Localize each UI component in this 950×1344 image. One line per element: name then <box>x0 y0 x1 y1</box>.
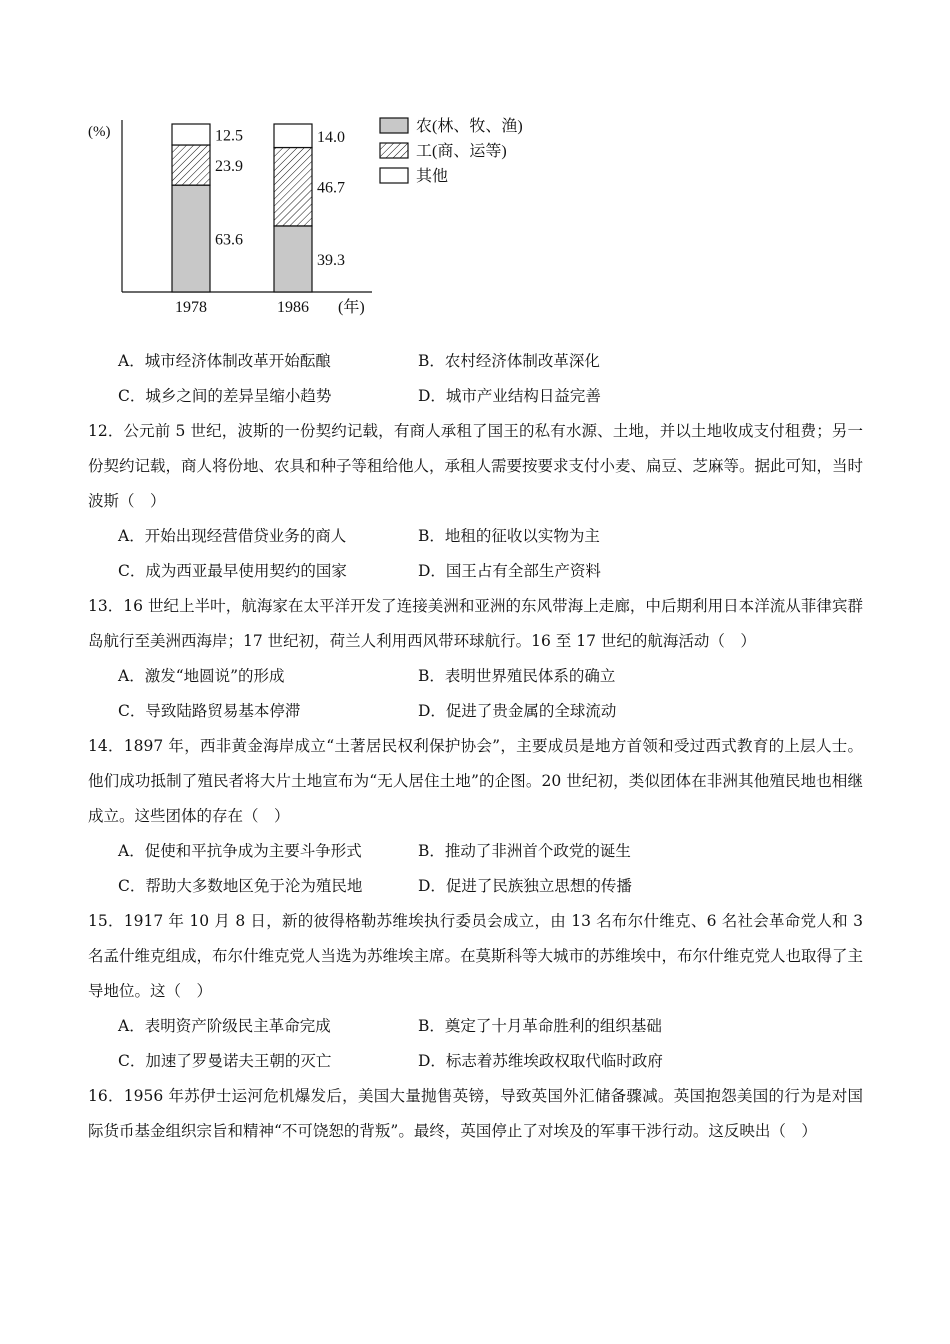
q12-option-a[interactable]: A．开始出现经营借贷业务的商人 <box>118 527 347 545</box>
q11-option-c[interactable]: C．城乡之间的差异呈缩小趋势 <box>118 387 332 405</box>
q14-options-row-2 <box>88 869 863 904</box>
q15-option-b[interactable]: B．奠定了十月革命胜利的组织基础 <box>418 1017 662 1035</box>
value-label-1978-2: 12.5 <box>215 127 243 145</box>
q11-options-row-1 <box>88 344 863 379</box>
q16-stem: 16．1956 年苏伊士运河危机爆发后，美国大量抛售英镑，导致英国外汇储备骤减。英国抱怨美国的行为是对国际货币基金组织宗旨和精神“不可饶恕的背叛”。最终，英国停止了对埃及的军事干涉行动。这反映出（ ） <box>88 1087 863 1140</box>
category-label-1986: 1986 <box>277 299 309 316</box>
q13-option-a[interactable]: A．激发“地圆说”的形成 <box>118 667 285 685</box>
q13-options-row-2 <box>88 694 863 729</box>
legend-label-0: 农(林、牧、渔) <box>416 118 523 135</box>
q15-options-row-2 <box>88 1044 863 1079</box>
q13-option-c[interactable]: C．导致陆路贸易基本停滞 <box>118 702 301 720</box>
y-unit-label: (%) <box>88 124 111 140</box>
bar-segment-1978-0 <box>172 185 210 292</box>
q15-option-c[interactable]: C．加速了罗曼诺夫王朝的灭亡 <box>118 1052 332 1070</box>
value-label-1978-1: 23.9 <box>215 158 243 176</box>
q12-option-c[interactable]: C．成为西亚最早使用契约的国家 <box>118 562 347 580</box>
legend <box>380 117 523 185</box>
q15-stem: 15．1917 年 10 月 8 日，新的彼得格勒苏维埃执行委员会成立，由 13 名布尔什维克、6 名社会革命党人和 3 名孟什维克组成，布尔什维克党人当选为苏维埃主席。在莫斯科等大城市的苏维埃中，布尔什维克党人也取得了主导地位。这（ ） <box>88 912 864 1000</box>
q15-option-d[interactable]: D．标志着苏维埃政权取代临时政府 <box>418 1052 663 1070</box>
bar-segment-1986-0 <box>274 226 312 292</box>
legend-swatch-1 <box>380 143 408 158</box>
q12-stem: 12．公元前 5 世纪，波斯的一份契约记载，有商人承租了国王的私有水源、土地，并以土地收成支付租费；另一份契约记载，商人将份地、农具和种子等租给他人，承租人需要按要求支付小麦、扁豆、芝麻等。据此可知，当时波斯（ ） <box>88 422 864 510</box>
q14-option-b[interactable]: B．推动了非洲首个政党的诞生 <box>418 842 631 860</box>
legend-swatch-0 <box>380 118 408 133</box>
q13-options-row-1 <box>88 659 863 694</box>
q13-option-b[interactable]: B．表明世界殖民体系的确立 <box>418 667 616 685</box>
category-label-1978: 1978 <box>175 299 207 316</box>
q11-option-b[interactable]: B．农村经济体制改革深化 <box>418 352 600 370</box>
bar-segment-1978-2 <box>172 124 210 145</box>
q12-option-d[interactable]: D．国王占有全部生产资料 <box>418 562 601 580</box>
value-label-1986-1: 46.7 <box>317 179 345 197</box>
q11-option-a[interactable]: A．城市经济体制改革开始酝酿 <box>118 352 331 370</box>
q14-stem: 14．1897 年，西非黄金海岸成立“土著居民权利保护协会”，主要成员是地方首领和受过西式教育的上层人士。他们成功抵制了殖民者将大片土地宣布为“无人居住土地”的企图。20 世纪初，类似团体在非洲其他殖民地也相继成立。这些团体的存在（ ） <box>88 737 863 825</box>
q12-option-b[interactable]: B．地租的征收以实物为主 <box>418 527 600 545</box>
value-label-1978-0: 63.6 <box>215 231 243 249</box>
q14-option-a[interactable]: A．促使和平抗争成为主要斗争形式 <box>118 842 362 860</box>
q11-option-d[interactable]: D．城市产业结构日益完善 <box>418 387 601 405</box>
q12-options-row-2 <box>88 554 863 589</box>
value-label-1986-2: 14.0 <box>317 128 345 146</box>
bar-segment-1986-1 <box>274 148 312 226</box>
q15-option-a[interactable]: A．表明资产阶级民主革命完成 <box>118 1017 331 1035</box>
legend-label-2: 其他 <box>416 168 449 185</box>
q14-options-row-1 <box>88 834 863 869</box>
q11-options-row-2 <box>88 379 863 414</box>
bar-segment-1986-2 <box>274 124 312 148</box>
q14-option-d[interactable]: D．促进了民族独立思想的传播 <box>418 877 632 895</box>
q12-options-row-1 <box>88 519 863 554</box>
legend-label-1: 工(商、运等) <box>416 143 507 160</box>
x-unit-label: (年) <box>338 299 365 316</box>
legend-swatch-2 <box>380 168 408 183</box>
stacked-bar-chart <box>80 110 580 325</box>
bar-segment-1978-1 <box>172 145 210 185</box>
value-label-1986-0: 39.3 <box>317 251 345 269</box>
q15-options-row-1 <box>88 1009 863 1044</box>
q14-option-c[interactable]: C．帮助大多数地区免于沦为殖民地 <box>118 877 363 895</box>
q13-option-d[interactable]: D．促进了贵金属的全球流动 <box>418 702 617 720</box>
q13-stem: 13．16 世纪上半叶，航海家在太平洋开发了连接美洲和亚洲的东风带海上走廊，中后期利用日本洋流从菲律宾群岛航行至美洲西海岸；17 世纪初，荷兰人利用西风带环球航行。16 至 17 世纪的航海活动（ ） <box>88 597 863 650</box>
